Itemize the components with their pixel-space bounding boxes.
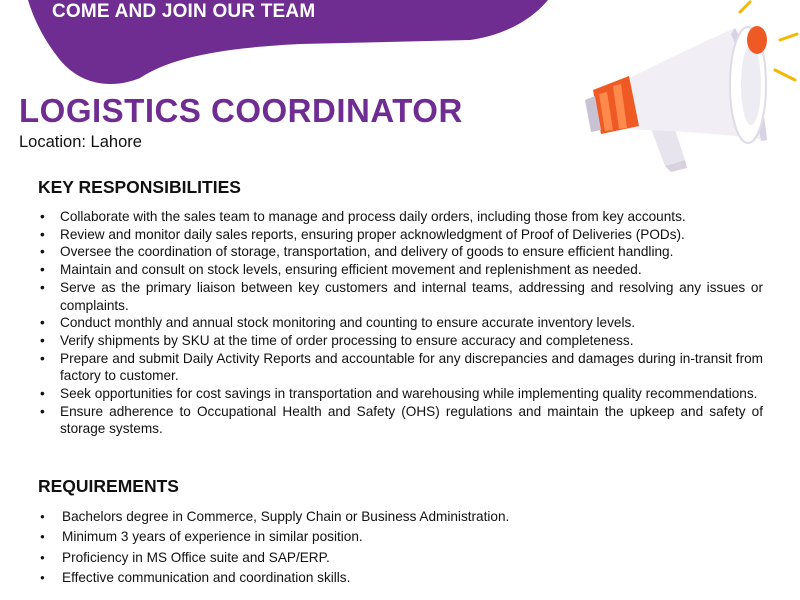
job-location: Location: Lahore [19,133,142,151]
list-item: • Seek opportunities for cost savings in transportation and warehousing while implementing quality recommendations. [38,385,763,403]
list-item: • Ensure adherence to Occupational Health and Safety (OHS) regulations and maintain the upkeep and safety of storage systems. [38,403,763,438]
list-item: ● Minimum 3 years of experience in similar position. [38,527,763,547]
list-item: • Review and monitor daily sales reports, ensuring proper acknowledgment of Proof of Deliveries (PODs). [38,226,763,244]
requirements-heading: REQUIREMENTS [38,476,179,496]
job-title: LOGISTICS COORDINATOR [19,92,463,129]
list-item: ● Bachelors degree in Commerce, Supply Chain or Business Administration. [38,507,763,527]
banner-text: COME AND JOIN OUR TEAM [52,1,316,22]
list-item: • Collaborate with the sales team to manage and process daily orders, including those from key accounts. [38,208,763,226]
requirements-list [38,507,763,588]
list-item: • Conduct monthly and annual stock monitoring and counting to ensure accurate inventory levels. [38,314,763,332]
list-item: • Prepare and submit Daily Activity Reports and accountable for any discrepancies and damages during in-transit from factory to customer. [38,350,763,385]
responsibilities-list [38,208,763,438]
responsibilities-heading: KEY RESPONSIBILITIES [38,177,241,197]
list-item: ● Proficiency in MS Office suite and SAP/ERP. [38,548,763,568]
list-item: • Verify shipments by SKU at the time of order processing to ensure accuracy and completeness. [38,332,763,350]
list-item: • Oversee the coordination of storage, transportation, and delivery of goods to ensure efficient handling. [38,243,763,261]
list-item: ● Effective communication and coordination skills. [38,568,763,588]
list-item: • Maintain and consult on stock levels, ensuring efficient movement and replenishment as needed. [38,261,763,279]
list-item: • Serve as the primary liaison between key customers and internal teams, addressing and resolving any issues or complaints. [38,279,763,314]
megaphone-icon [585,0,800,180]
